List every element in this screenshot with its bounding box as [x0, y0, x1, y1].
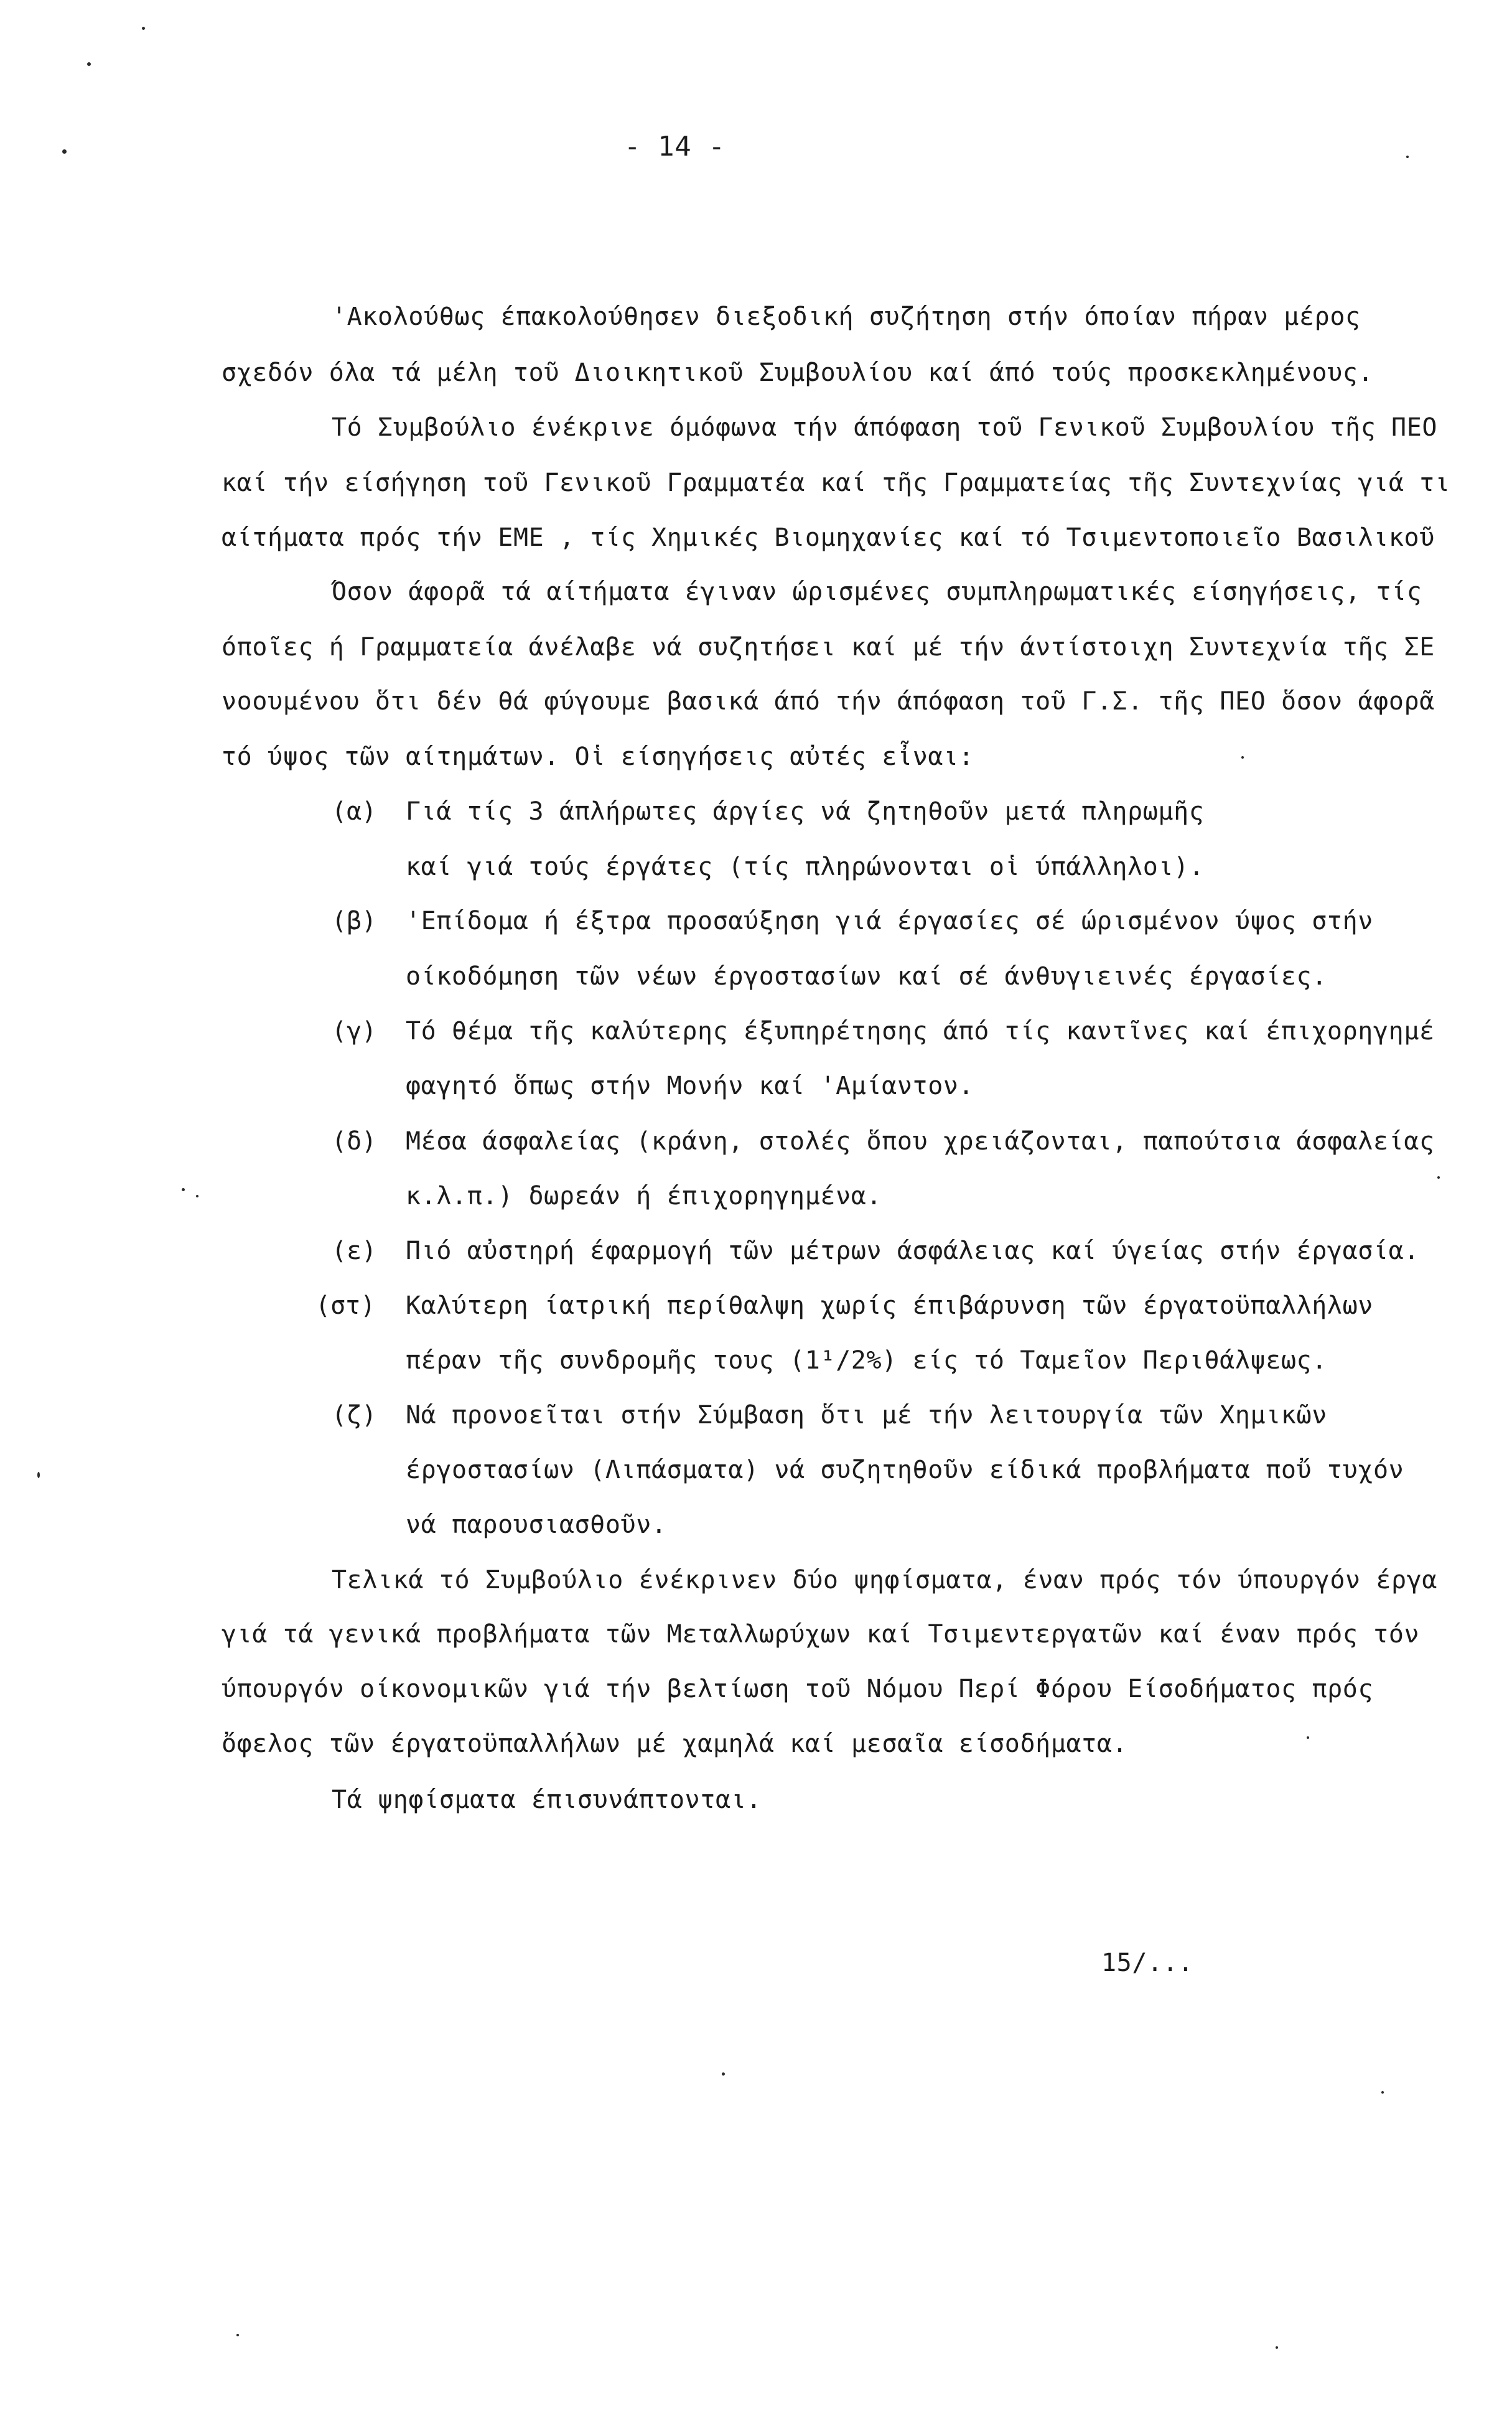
continuation-marker: 15/...: [1101, 1949, 1194, 1977]
paragraph2-line-2: καί τήν είσήγηση τοῦ Γενικοῦ Γραμματέα καί τῆς Γραμματείας τῆς Συντεχνίας γιά τι: [222, 469, 1450, 497]
item-label: (δ): [332, 1127, 377, 1156]
closing-line-2: γιά τά γενικά προβλήματα τῶν Μεταλλωρύχων καί Τσιμεντεργατῶν καί έναν πρός τόν: [222, 1620, 1420, 1649]
item-line: Καλύτερη ίατρική περίθαλψη χωρίς έπιβάρυνση τῶν έργατοϋπαλλήλων: [406, 1291, 1373, 1320]
paragraph2-line-3: αίτήματα πρός τήν ΕΜΕ , τίς Χημικές Βιομηχανίες καί τό Τσιμεντοποιεῖο Βασιλικοῦ: [222, 523, 1435, 552]
scan-speck: [182, 1188, 185, 1191]
item-line: νά παρουσιασθοῦν.: [406, 1510, 667, 1539]
item-label: (β): [332, 907, 377, 935]
item-label: (ζ): [332, 1401, 377, 1430]
scan-speck: [1241, 756, 1244, 759]
paragraph3-line-2: όποῖες ή Γραμματεία άνέλαβε νά συζητήσει καί μέ τήν άντίστοιχη Συντεχνία τῆς ΣΕ: [222, 633, 1435, 662]
page-number: - 14 -: [624, 131, 726, 162]
scan-speck: [1437, 1176, 1440, 1179]
paragraph3-line-4: τό ύψος τῶν αίτημάτων. Οἱ είσηγήσεις αὐτές εἶναι:: [222, 742, 974, 771]
scan-speck: [1381, 2091, 1384, 2094]
item-line: Γιά τίς 3 άπλήρωτες άργίες νά ζητηθοῦν μετά πληρωμῆς: [406, 797, 1205, 826]
closing-line-1: Τελικά τό Συμβούλιο ένέκρινεν δύο ψηφίσματα, έναν πρός τόν ύπουργόν έργα: [332, 1566, 1438, 1594]
item-line: Πιό αὐστηρή έφαρμογή τῶν μέτρων άσφάλειας καί ύγείας στήν έργασία.: [406, 1237, 1420, 1265]
item-label: (γ): [332, 1017, 377, 1046]
closing-line-3: ύπουργόν οίκονομικῶν γιά τήν βελτίωση τοῦ Νόμου Περί Φόρου Είσοδήματος πρός: [222, 1675, 1374, 1703]
scan-speck: [1307, 1736, 1309, 1739]
scan-speck: [1406, 156, 1409, 158]
paragraph3-line-1: Όσον άφορᾶ τά αίτήματα έγιναν ώρισμένες συμπληρωματικές είσηγήσεις, τίς: [332, 578, 1422, 606]
item-line: Τό θέμα τῆς καλύτερης έξυπηρέτησης άπό τίς καντῖνες καί έπιχορηγημέ: [406, 1017, 1435, 1046]
closing-line-4: ὄφελος τῶν έργατοϋπαλλήλων μέ χαμηλά καί μεσαῖα είσοδήματα.: [222, 1730, 1128, 1758]
item-line: οίκοδόμηση τῶν νέων έργοστασίων καί σέ άνθυγιεινές έργασίες.: [406, 962, 1327, 991]
intro-line-2: σχεδόν όλα τά μέλη τοῦ Διοικητικοῦ Συμβουλίου καί άπό τούς προσκεκλημένους.: [222, 358, 1374, 387]
item-line: πέραν τῆς συνδρομῆς τους (1¹/2%) είς τό Ταμεῖον Περιθάλψεως.: [406, 1346, 1327, 1375]
scan-speck: [196, 1195, 198, 1197]
item-line: καί γιά τούς έργάτες (τίς πληρώνονται οἱ ύπάλληλοι).: [406, 853, 1205, 881]
final-line: Τά ψηφίσματα έπισυνάπτονται.: [332, 1786, 762, 1814]
item-line: φαγητό ὅπως στήν Μονήν καί 'Αμίαντον.: [406, 1072, 974, 1100]
scan-speck: [37, 1472, 40, 1478]
item-line: Μέσα άσφαλείας (κράνη, στολές ὅπου χρειάζονται, παπούτσια άσφαλείας: [406, 1127, 1435, 1156]
item-line: 'Επίδομα ή έξτρα προσαύξηση γιά έργασίες σέ ώρισμένον ύψος στήν: [406, 907, 1373, 935]
item-label: (στ): [315, 1291, 376, 1320]
scan-speck: [142, 27, 145, 30]
scan-speck: [1276, 2346, 1278, 2349]
item-line: Νά προνοεῖται στήν Σύμβαση ὅτι μέ τήν λειτουργία τῶν Χημικῶν: [406, 1401, 1327, 1430]
item-line: κ.λ.π.) δωρεάν ή έπιχορηγημένα.: [406, 1182, 882, 1210]
item-label: (α): [332, 797, 377, 826]
item-label: (ε): [332, 1237, 377, 1265]
scan-speck: [87, 62, 91, 66]
paragraph2-line-1: Τό Συμβούλιο ένέκρινε όμόφωνα τήν άπόφαση τοῦ Γενικοῦ Συμβουλίου τῆς ΠΕΟ: [332, 413, 1438, 442]
item-line: έργοστασίων (Λιπάσματα) νά συζητηθοῦν είδικά προβλήματα ποὔ τυχόν: [406, 1456, 1404, 1484]
scan-speck: [236, 2334, 239, 2336]
paragraph3-line-3: νοουμένου ὅτι δέν θά φύγουμε βασικά άπό τήν άπόφαση τοῦ Γ.Σ. τῆς ΠΕΟ ὅσον άφορᾶ: [222, 687, 1435, 716]
intro-line-1: 'Ακολούθως έπακολούθησεν διεξοδική συζήτηση στήν όποίαν πήραν μέρος: [332, 302, 1361, 331]
scan-speck: [722, 2072, 725, 2076]
scan-speck: [62, 149, 67, 154]
